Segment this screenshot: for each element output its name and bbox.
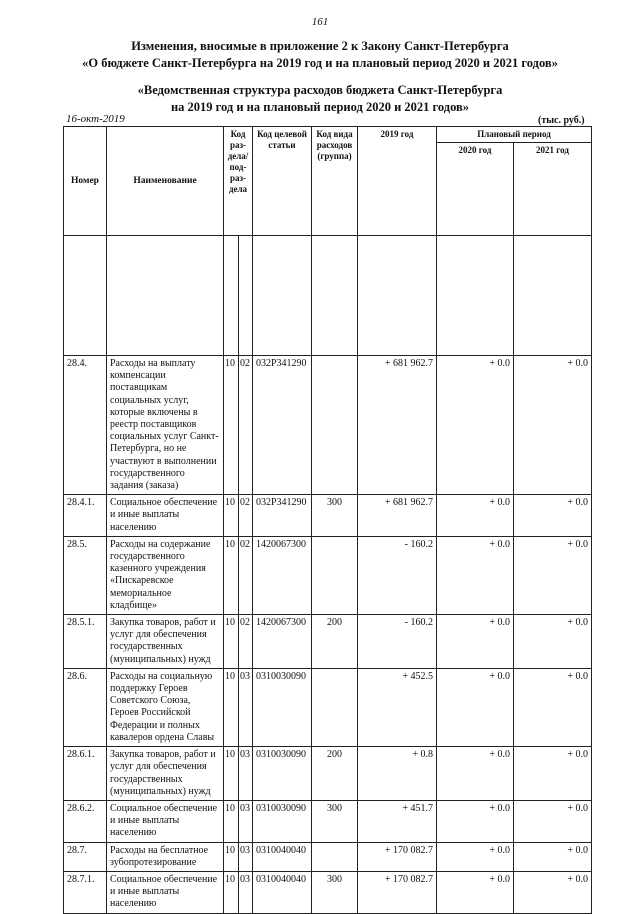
row-razdel: 10 [224, 495, 239, 537]
row-value-2019: - 160.2 [358, 615, 437, 669]
row-razdel: 10 [224, 615, 239, 669]
table-body [64, 236, 592, 914]
row-number: 28.5.1. [64, 615, 107, 669]
title-line: «О бюджете Санкт-Петербурга на 2019 год и на плановый период 2020 и 2021 годов» [82, 56, 558, 70]
row-vid-code [312, 668, 358, 746]
row-vid-code: 300 [312, 871, 358, 913]
table-row [64, 495, 592, 537]
row-value-2019: + 452.5 [358, 668, 437, 746]
row-name: Расходы на содержание государственного казенного учреждения «Пискаревское мемориальное кладбище» [107, 536, 224, 614]
row-name: Расходы на выплату компенсации поставщикам социальных услуг, которые включены в реестр поставщиков социальных услуг Санкт-Петербурга, но не участвуют в выполнении государственного задания (заказа) [107, 356, 224, 495]
row-target-code: 032P341290 [253, 356, 312, 495]
row-razdel: 10 [224, 871, 239, 913]
row-podrazdel: 03 [239, 842, 253, 871]
row-value-2021: + 0.0 [514, 668, 592, 746]
document-title [0, 38, 640, 72]
row-name: Расходы на социальную поддержку Героев Советского Союза, Героев Российской Федерации и полных кавалеров ордена Славы [107, 668, 224, 746]
row-number: 28.6.2. [64, 800, 107, 842]
header-2020: 2020 год [437, 143, 514, 236]
row-value-2020: + 0.0 [437, 871, 514, 913]
row-target-code: 0310030090 [253, 668, 312, 746]
table-row [64, 842, 592, 871]
row-value-2019: + 451.7 [358, 800, 437, 842]
row-value-2019: + 170 082.7 [358, 871, 437, 913]
row-podrazdel: 02 [239, 356, 253, 495]
row-number: 28.7.1. [64, 871, 107, 913]
row-podrazdel: 03 [239, 800, 253, 842]
row-value-2021: + 0.0 [514, 871, 592, 913]
row-vid-code [312, 356, 358, 495]
row-name: Социальное обеспечение и иные выплаты населению [107, 871, 224, 913]
row-razdel: 10 [224, 356, 239, 495]
table-row [64, 615, 592, 669]
row-name: Закупка товаров, работ и услуг для обеспечения государственных (муниципальных) нужд [107, 747, 224, 801]
row-podrazdel: 03 [239, 747, 253, 801]
row-target-code: 032P341290 [253, 495, 312, 537]
row-number: 28.7. [64, 842, 107, 871]
row-value-2020: + 0.0 [437, 800, 514, 842]
row-value-2021: + 0.0 [514, 615, 592, 669]
header-vid: Код вида расходов (группа) [312, 127, 358, 236]
row-value-2020: + 0.0 [437, 495, 514, 537]
row-podrazdel: 02 [239, 536, 253, 614]
document-date: 16-окт-2019 [66, 113, 125, 125]
row-target-code: 0310040040 [253, 842, 312, 871]
units-label: (тыс. руб.) [538, 115, 585, 126]
row-value-2021: + 0.0 [514, 495, 592, 537]
row-number: 28.6.1. [64, 747, 107, 801]
row-number: 28.6. [64, 668, 107, 746]
header-2021: 2021 год [514, 143, 592, 236]
row-number: 28.5. [64, 536, 107, 614]
row-razdel: 10 [224, 668, 239, 746]
table-row [64, 356, 592, 495]
row-razdel: 10 [224, 536, 239, 614]
subtitle-line: на 2019 год и на плановый период 2020 и 2021 годов» [170, 100, 470, 114]
row-value-2020: + 0.0 [437, 747, 514, 801]
table-row [64, 668, 592, 746]
row-value-2020: + 0.0 [437, 356, 514, 495]
row-vid-code: 200 [312, 747, 358, 801]
row-value-2019: + 681 962.7 [358, 495, 437, 537]
row-value-2020: + 0.0 [437, 615, 514, 669]
row-target-code: 1420067300 [253, 615, 312, 669]
row-name: Социальное обеспечение и иные выплаты населению [107, 800, 224, 842]
row-value-2020: + 0.0 [437, 842, 514, 871]
header-plan-period: Плановый период [437, 127, 592, 143]
row-target-code: 1420067300 [253, 536, 312, 614]
row-value-2019: + 681 962.7 [358, 356, 437, 495]
row-podrazdel: 02 [239, 495, 253, 537]
row-vid-code: 300 [312, 800, 358, 842]
table-row [64, 747, 592, 801]
row-value-2019: - 160.2 [358, 536, 437, 614]
page-number: 161 [311, 16, 329, 28]
header-number: Номер [64, 127, 107, 236]
row-podrazdel: 03 [239, 871, 253, 913]
row-name: Закупка товаров, работ и услуг для обеспечения государственных (муниципальных) нужд [107, 615, 224, 669]
row-target-code: 0310030090 [253, 800, 312, 842]
budget-table [63, 126, 592, 914]
row-podrazdel: 03 [239, 668, 253, 746]
header-2019: 2019 год [358, 127, 437, 236]
row-name: Социальное обеспечение и иные выплаты населению [107, 495, 224, 537]
row-podrazdel: 02 [239, 615, 253, 669]
row-razdel: 10 [224, 800, 239, 842]
header-razdel: Код раз-дела/ под-раз-дела [224, 127, 253, 236]
row-target-code: 0310040040 [253, 871, 312, 913]
header-name: Наименование [107, 127, 224, 236]
table-row [64, 800, 592, 842]
document-subtitle [0, 82, 640, 116]
row-value-2021: + 0.0 [514, 536, 592, 614]
row-value-2021: + 0.0 [514, 747, 592, 801]
row-vid-code [312, 536, 358, 614]
row-value-2019: + 170 082.7 [358, 842, 437, 871]
subtitle-line: «Ведомственная структура расходов бюджета Санкт-Петербурга [137, 83, 503, 97]
row-value-2020: + 0.0 [437, 536, 514, 614]
header-row [64, 127, 592, 143]
row-value-2021: + 0.0 [514, 842, 592, 871]
row-name: Расходы на бесплатное зубопротезирование [107, 842, 224, 871]
spacer-row [64, 236, 592, 356]
row-value-2021: + 0.0 [514, 356, 592, 495]
row-razdel: 10 [224, 747, 239, 801]
row-vid-code: 200 [312, 615, 358, 669]
row-razdel: 10 [224, 842, 239, 871]
row-vid-code: 300 [312, 495, 358, 537]
row-value-2021: + 0.0 [514, 800, 592, 842]
row-target-code: 0310030090 [253, 747, 312, 801]
header-target: Код целевой статьи [253, 127, 312, 236]
row-number: 28.4.1. [64, 495, 107, 537]
title-line: Изменения, вносимые в приложение 2 к Закону Санкт-Петербурга [131, 39, 509, 53]
table-row [64, 871, 592, 913]
row-number: 28.4. [64, 356, 107, 495]
row-value-2020: + 0.0 [437, 668, 514, 746]
table-row [64, 536, 592, 614]
row-value-2019: + 0.8 [358, 747, 437, 801]
row-vid-code [312, 842, 358, 871]
